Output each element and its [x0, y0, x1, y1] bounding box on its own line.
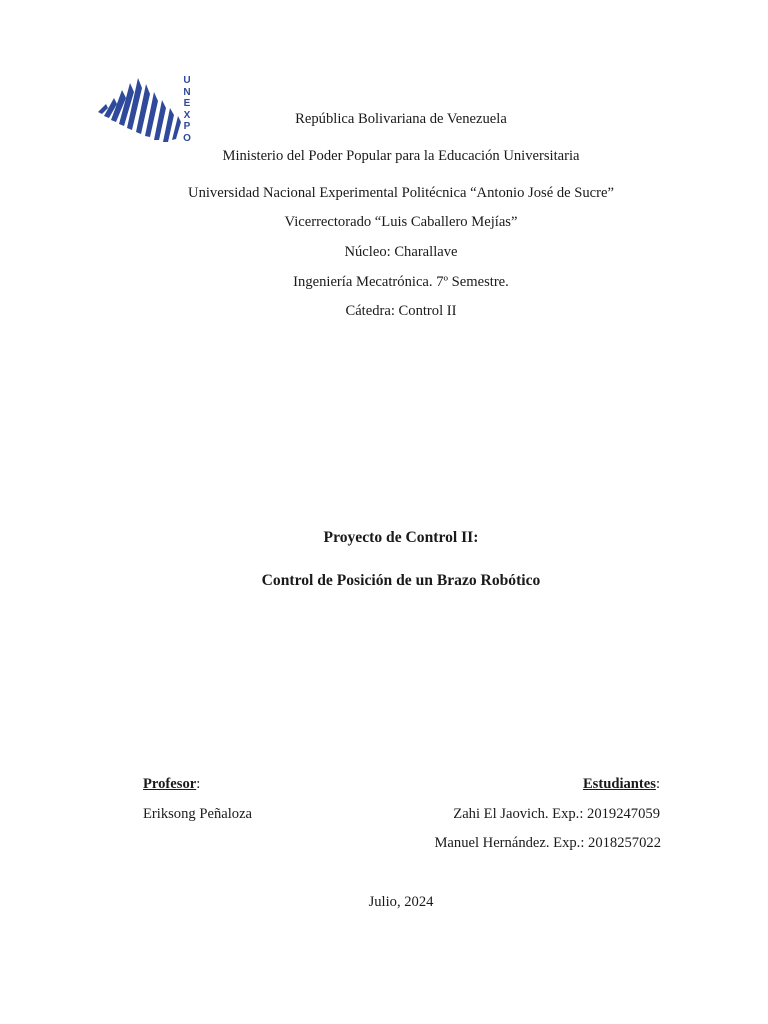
logo-letter: N — [183, 86, 191, 98]
students-heading — [360, 776, 660, 793]
professor-name: Eriksong Peñaloza — [143, 806, 253, 822]
header-campus: Núcleo: Charallave — [344, 244, 458, 260]
header-country: República Bolivariana de Venezuela — [295, 111, 507, 127]
student-item: Zahi El Jaovich. Exp.: 2019247059 — [453, 806, 660, 822]
professor-colon: : — [196, 776, 201, 792]
document-date: Julio, 2024 — [368, 894, 434, 910]
project-subtitle: Control de Posición de un Brazo Robótico — [261, 572, 541, 589]
professor-heading — [143, 776, 200, 793]
header-university: Universidad Nacional Experimental Politécnica “Antonio José de Sucre” — [188, 185, 614, 201]
student-item: Manuel Hernández. Exp.: 2018257022 — [434, 835, 661, 851]
logo-letter: P — [183, 121, 191, 133]
logo-letter: E — [183, 98, 191, 110]
students-label: Estudiantes — [582, 776, 656, 792]
project-title: Proyecto de Control II: — [323, 529, 479, 546]
header-vice-rectorate: Vicerrectorado “Luis Caballero Mejías” — [284, 214, 518, 230]
unexpo-wordmark — [181, 75, 193, 145]
professor-label: Profesor — [143, 776, 197, 792]
logo-letter: U — [183, 75, 191, 86]
students-colon: : — [655, 776, 660, 792]
header-program: Ingeniería Mecatrónica. 7º Semestre. — [293, 274, 509, 290]
logo-letter: X — [183, 109, 191, 121]
header-ministry: Ministerio del Poder Popular para la Educación Universitaria — [222, 148, 580, 164]
header-course: Cátedra: Control II — [345, 303, 457, 319]
logo-letter: O — [183, 132, 191, 144]
